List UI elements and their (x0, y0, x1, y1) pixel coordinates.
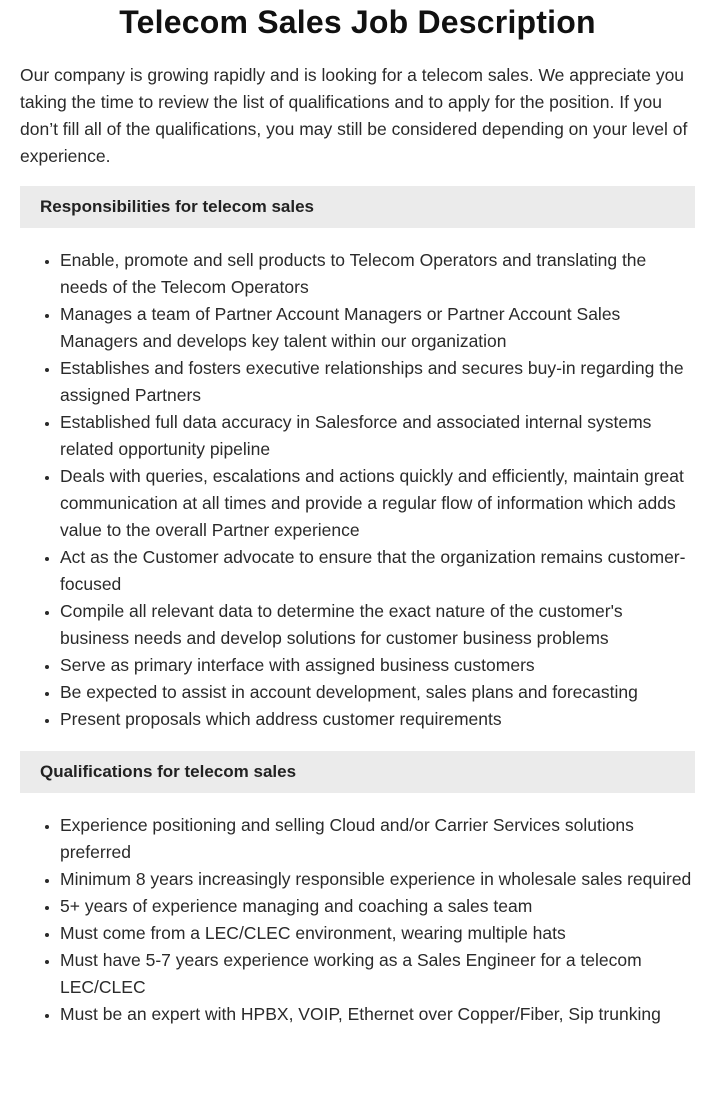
list-item: • Be expected to assist in account development, sales plans and forecasting (60, 679, 695, 706)
qualifications-header: Qualifications for telecom sales (20, 751, 695, 793)
list-item: • Enable, promote and sell products to Telecom Operators and translating the needs of the Telecom Operators (60, 247, 695, 301)
list-item: • Experience positioning and selling Cloud and/or Carrier Services solutions preferred (60, 812, 695, 866)
responsibilities-header: Responsibilities for telecom sales (20, 186, 695, 228)
intro-paragraph: Our company is growing rapidly and is looking for a telecom sales. We appreciate you taking the time to review the list of qualifications and to apply for the position. If you don’t fill all of the qualifications, you may still be considered depending on your level of experience. (20, 65, 688, 166)
list-item: • Must be an expert with HPBX, VOIP, Ethernet over Copper/Fiber, Sip trunking (60, 1001, 695, 1028)
list-item: • Established full data accuracy in Salesforce and associated internal systems related opportunity pipeline (60, 409, 695, 463)
list-item: • Establishes and fosters executive relationships and secures buy-in regarding the assigned Partners (60, 355, 695, 409)
responsibilities-list (20, 247, 695, 733)
list-item: • Compile all relevant data to determine the exact nature of the customer's business needs and develop solutions for customer business problems (60, 598, 695, 652)
list-item: • Serve as primary interface with assigned business customers (60, 652, 695, 679)
list-item: • Manages a team of Partner Account Managers or Partner Account Sales Managers and develops key talent within our organization (60, 301, 695, 355)
list-item: • Present proposals which address customer requirements (60, 706, 695, 733)
list-item: • Minimum 8 years increasingly responsible experience in wholesale sales required (60, 866, 695, 893)
list-item: • 5+ years of experience managing and coaching a sales team (60, 893, 695, 920)
qualifications-list (20, 812, 695, 1028)
list-item: • Must come from a LEC/CLEC environment, wearing multiple hats (60, 920, 695, 947)
list-item: • Act as the Customer advocate to ensure that the organization remains customer-focused (60, 544, 695, 598)
page-title: Telecom Sales Job Description (119, 4, 596, 40)
list-item: • Deals with queries, escalations and actions quickly and efficiently, maintain great communication at all times and provide a regular flow of information which adds value to the overall Partner experience (60, 463, 695, 544)
list-item: • Must have 5-7 years experience working as a Sales Engineer for a telecom LEC/CLEC (60, 947, 695, 1001)
